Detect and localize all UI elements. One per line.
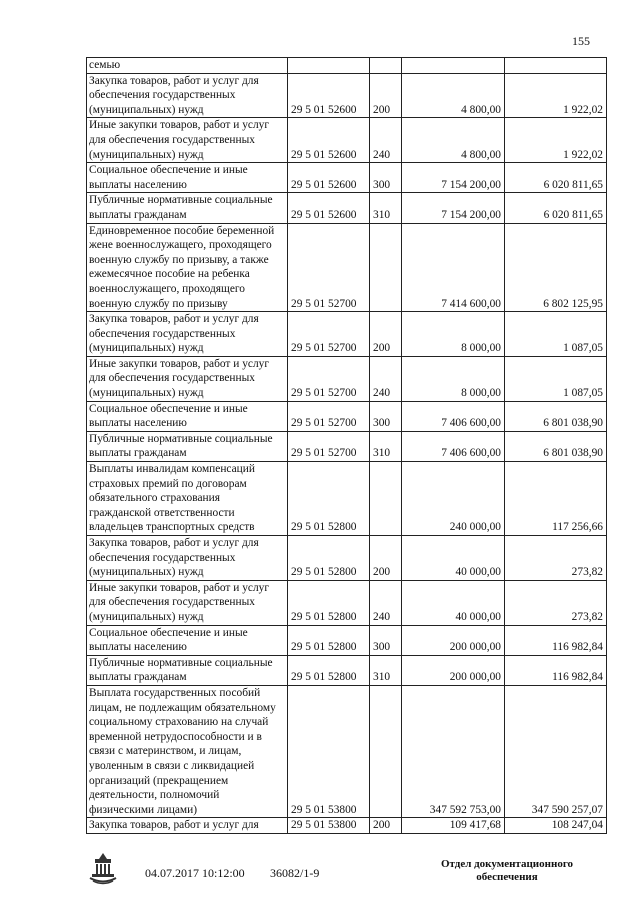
footer-department [432, 858, 582, 884]
row-name-cell: Публичные нормативные социальные выплаты гражданам [87, 193, 288, 223]
row-code-cell: 29 5 01 52800 [288, 462, 370, 536]
row-code-cell: 29 5 01 52700 [288, 431, 370, 461]
row-name-cell: Выплата государственных пособий лицам, не подлежащим обязательному социальному страхованию на случай временной нетрудоспособности и в связи с материнством, и лицам, уволенным в связи с ликвидацией организаций (прекращением деятельности, полномочий физическими лицами) [87, 685, 288, 817]
row-code-cell: 29 5 01 52600 [288, 193, 370, 223]
row-type-cell: 200 [370, 536, 402, 581]
row-code-cell [288, 58, 370, 74]
row-name-cell: семью [87, 58, 288, 74]
table-row [87, 193, 607, 223]
row-type-cell: 200 [370, 73, 402, 118]
row-plan-cell: 200 000,00 [402, 655, 505, 685]
table-row [87, 536, 607, 581]
row-name-cell: Социальное обеспечение и иные выплаты населению [87, 401, 288, 431]
row-type-cell: 310 [370, 193, 402, 223]
row-plan-cell: 4 800,00 [402, 73, 505, 118]
row-name-cell: Социальное обеспечение и иные выплаты населению [87, 163, 288, 193]
row-code-cell: 29 5 01 52800 [288, 655, 370, 685]
row-plan-cell: 40 000,00 [402, 536, 505, 581]
row-code-cell: 29 5 01 53800 [288, 685, 370, 817]
table-row [87, 58, 607, 74]
footer-datetime: 04.07.2017 10:12:00 [145, 866, 245, 880]
table-row [87, 655, 607, 685]
row-exec-cell [505, 58, 607, 74]
emblem-icon [88, 852, 118, 886]
row-code-cell: 29 5 01 52700 [288, 356, 370, 401]
row-plan-cell: 4 800,00 [402, 118, 505, 163]
row-code-cell: 29 5 01 52700 [288, 223, 370, 312]
row-exec-cell: 347 590 257,07 [505, 685, 607, 817]
row-exec-cell: 1 922,02 [505, 118, 607, 163]
row-type-cell: 240 [370, 580, 402, 625]
row-type-cell: 300 [370, 401, 402, 431]
row-name-cell: Иные закупки товаров, работ и услуг для обеспечения государственных (муниципальных) нужд [87, 356, 288, 401]
row-type-cell [370, 685, 402, 817]
row-code-cell: 29 5 01 52700 [288, 401, 370, 431]
row-exec-cell: 6 801 038,90 [505, 401, 607, 431]
row-code-cell: 29 5 01 52600 [288, 73, 370, 118]
table-row [87, 685, 607, 817]
table-row [87, 625, 607, 655]
row-plan-cell: 40 000,00 [402, 580, 505, 625]
row-name-cell: Единовременное пособие беременной жене военнослужащего, проходящего военную службу по призыву, а также ежемесячное пособие на ребенка военнослужащего, проходящего военную службу по призыву [87, 223, 288, 312]
row-type-cell: 200 [370, 818, 402, 834]
row-plan-cell: 347 592 753,00 [402, 685, 505, 817]
row-plan-cell: 109 417,68 [402, 818, 505, 834]
row-type-cell [370, 223, 402, 312]
page-number: 155 [572, 34, 590, 48]
row-name-cell: Закупка товаров, работ и услуг для [87, 818, 288, 834]
row-name-cell: Закупка товаров, работ и услуг для обеспечения государственных (муниципальных) нужд [87, 312, 288, 357]
row-code-cell: 29 5 01 52700 [288, 312, 370, 357]
row-name-cell: Выплаты инвалидам компенсаций страховых премий по договорам обязательного страхования гражданской ответственности владельцев транспортных средств [87, 462, 288, 536]
row-exec-cell: 117 256,66 [505, 462, 607, 536]
row-code-cell: 29 5 01 52800 [288, 536, 370, 581]
row-type-cell: 200 [370, 312, 402, 357]
table-row [87, 462, 607, 536]
table-row [87, 118, 607, 163]
row-name-cell: Закупка товаров, работ и услуг для обеспечения государственных (муниципальных) нужд [87, 73, 288, 118]
table-row [87, 818, 607, 834]
row-exec-cell: 6 020 811,65 [505, 163, 607, 193]
table-row [87, 223, 607, 312]
row-type-cell: 300 [370, 625, 402, 655]
row-exec-cell: 1 087,05 [505, 356, 607, 401]
row-exec-cell: 6 801 038,90 [505, 431, 607, 461]
row-plan-cell: 7 154 200,00 [402, 163, 505, 193]
row-exec-cell: 1 922,02 [505, 73, 607, 118]
row-exec-cell: 116 982,84 [505, 655, 607, 685]
row-code-cell: 29 5 01 52800 [288, 580, 370, 625]
footer-doc-number: 36082/1-9 [270, 866, 320, 880]
row-plan-cell: 200 000,00 [402, 625, 505, 655]
table-row [87, 431, 607, 461]
row-name-cell: Публичные нормативные социальные выплаты гражданам [87, 431, 288, 461]
row-name-cell: Закупка товаров, работ и услуг для обеспечения государственных (муниципальных) нужд [87, 536, 288, 581]
row-code-cell: 29 5 01 52800 [288, 625, 370, 655]
row-exec-cell: 273,82 [505, 536, 607, 581]
row-plan-cell: 8 000,00 [402, 356, 505, 401]
row-type-cell: 310 [370, 655, 402, 685]
row-plan-cell: 7 414 600,00 [402, 223, 505, 312]
row-type-cell [370, 58, 402, 74]
row-exec-cell: 1 087,05 [505, 312, 607, 357]
row-code-cell: 29 5 01 52600 [288, 118, 370, 163]
table-row [87, 73, 607, 118]
row-plan-cell: 7 406 600,00 [402, 431, 505, 461]
row-plan-cell: 240 000,00 [402, 462, 505, 536]
row-name-cell: Иные закупки товаров, работ и услуг для обеспечения государственных (муниципальных) нужд [87, 118, 288, 163]
row-plan-cell [402, 58, 505, 74]
row-name-cell: Публичные нормативные социальные выплаты гражданам [87, 655, 288, 685]
row-type-cell: 240 [370, 356, 402, 401]
row-type-cell [370, 462, 402, 536]
row-type-cell: 300 [370, 163, 402, 193]
row-exec-cell: 273,82 [505, 580, 607, 625]
table-row [87, 163, 607, 193]
row-type-cell: 310 [370, 431, 402, 461]
row-exec-cell: 108 247,04 [505, 818, 607, 834]
row-plan-cell: 7 154 200,00 [402, 193, 505, 223]
row-type-cell: 240 [370, 118, 402, 163]
table-row [87, 401, 607, 431]
row-code-cell: 29 5 01 53800 [288, 818, 370, 834]
row-exec-cell: 6 020 811,65 [505, 193, 607, 223]
row-exec-cell: 116 982,84 [505, 625, 607, 655]
footer-dept-line1: Отдел документационного [440, 858, 574, 870]
table-row [87, 356, 607, 401]
footer-dept-line2: обеспечения [476, 871, 538, 883]
table-row [87, 312, 607, 357]
row-plan-cell: 7 406 600,00 [402, 401, 505, 431]
budget-table [86, 57, 607, 834]
row-code-cell: 29 5 01 52600 [288, 163, 370, 193]
table-row [87, 580, 607, 625]
row-plan-cell: 8 000,00 [402, 312, 505, 357]
row-name-cell: Социальное обеспечение и иные выплаты населению [87, 625, 288, 655]
row-name-cell: Иные закупки товаров, работ и услуг для обеспечения государственных (муниципальных) нужд [87, 580, 288, 625]
row-exec-cell: 6 802 125,95 [505, 223, 607, 312]
